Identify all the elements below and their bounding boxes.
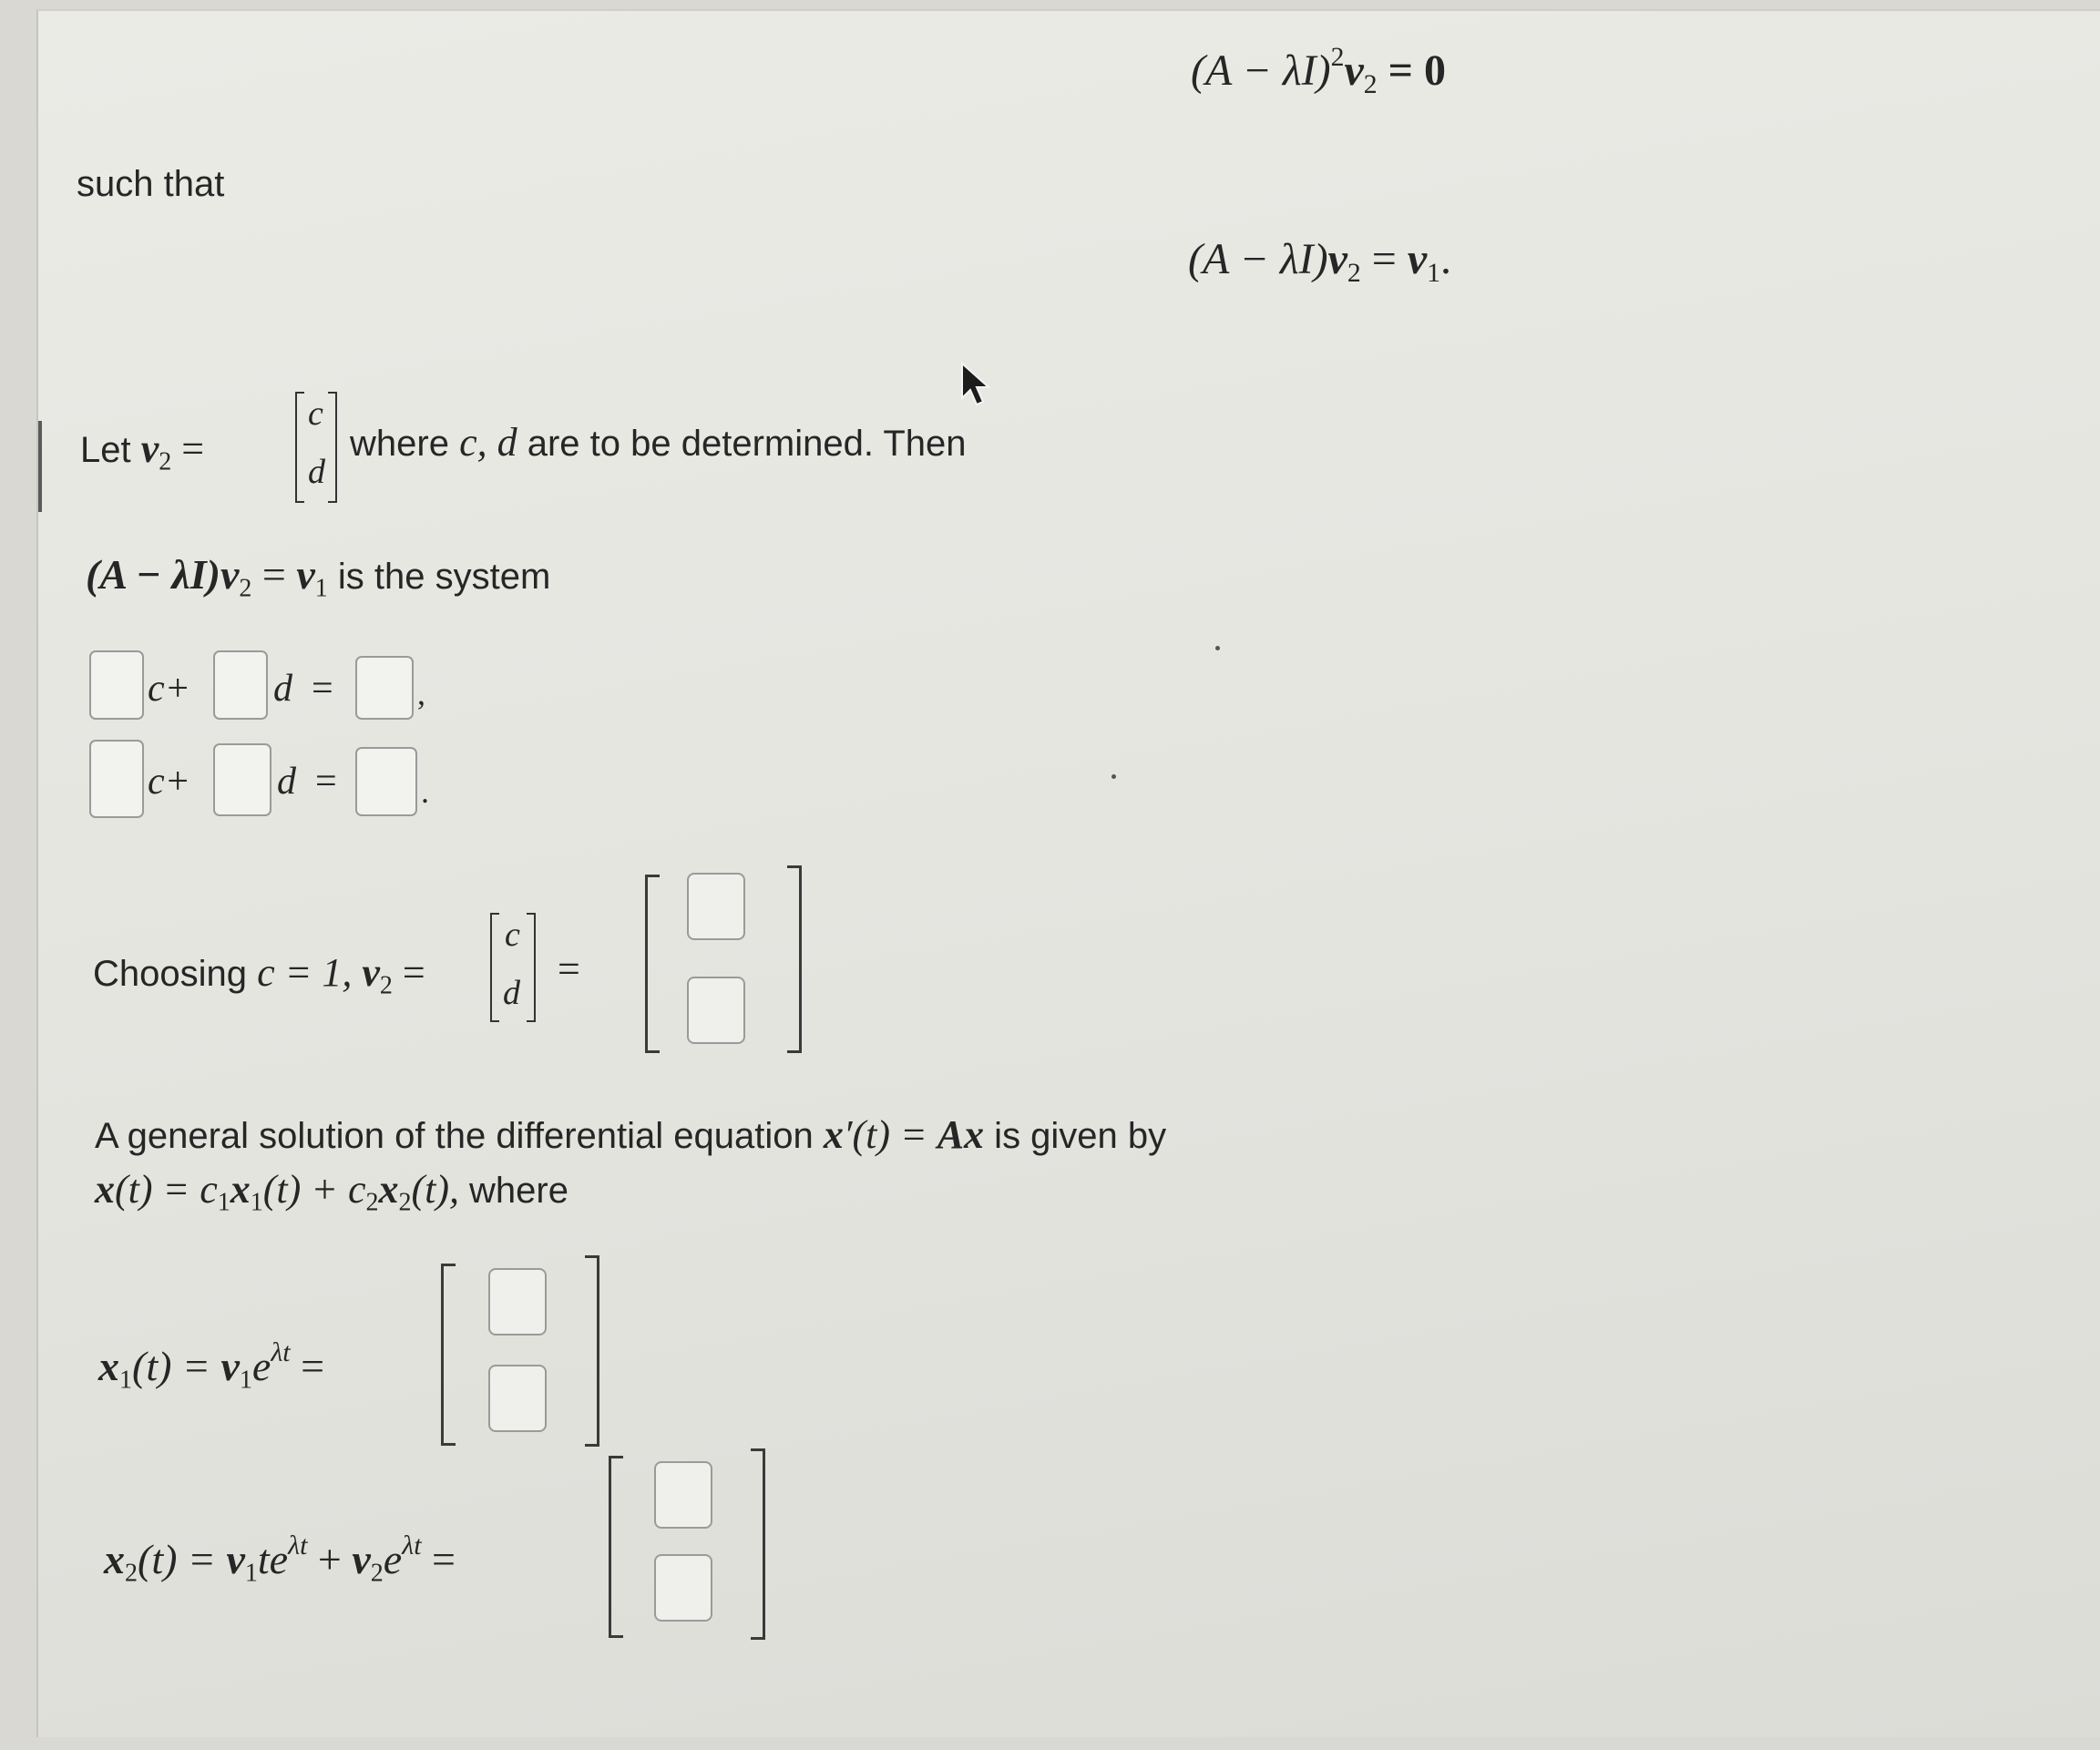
stray-mark xyxy=(1111,774,1116,779)
system-r2-d-term: d xyxy=(277,761,296,803)
mouse-pointer-icon xyxy=(958,362,995,409)
choosing-sub: 2 xyxy=(379,971,393,1000)
is-the-system-text: is the system xyxy=(327,557,551,597)
x1-e: e xyxy=(251,1343,271,1389)
eq1-rhs: = 0 xyxy=(1377,46,1447,95)
cd-vars: c, d xyxy=(459,420,517,465)
x2-v2-sub: 2 xyxy=(370,1559,384,1588)
system-lhs: (A − λI) xyxy=(86,551,220,598)
x1-v-sub: 1 xyxy=(239,1366,252,1395)
v2-bottom-input[interactable] xyxy=(687,977,745,1044)
x2-exponent-2: λt xyxy=(402,1530,422,1561)
system-v1: v xyxy=(296,551,315,598)
de-Ax: Ax xyxy=(937,1112,985,1157)
choosing-vector-c: c xyxy=(505,916,520,954)
x2-sub: 2 xyxy=(125,1559,138,1588)
system-r1-c-term: c+ xyxy=(148,668,190,710)
sol-x: x xyxy=(95,1167,115,1212)
system-r2-c-term: c+ xyxy=(148,761,190,803)
choosing-c-value: c = 1, xyxy=(257,950,363,995)
x2-bottom-input[interactable] xyxy=(654,1554,712,1622)
system-r2-rhs-input[interactable] xyxy=(355,747,417,816)
de-prime: ′(t) = xyxy=(843,1112,937,1157)
x2-matrix-left-bracket xyxy=(609,1456,623,1638)
eq2-period: . xyxy=(1440,235,1452,283)
left-edge-marker xyxy=(38,421,42,512)
eq1-sub: 2 xyxy=(1363,68,1378,99)
system-v: v xyxy=(220,551,240,598)
determined-text: are to be determined. Then xyxy=(517,424,967,464)
x1-top-input[interactable] xyxy=(488,1268,547,1336)
let-vector-right-bracket xyxy=(328,392,337,503)
sol-x2-sub: 2 xyxy=(398,1188,412,1217)
x1-equation xyxy=(98,1337,325,1395)
x2-t: (t) = xyxy=(138,1536,227,1582)
system-r1-d-coef-input[interactable] xyxy=(213,650,268,720)
question-panel xyxy=(36,9,2100,1737)
system-r1-comma: , xyxy=(417,675,425,711)
is-given-by: is given by xyxy=(984,1116,1167,1156)
system-r2-equals: = xyxy=(315,761,337,803)
choosing-equals-2: = xyxy=(558,947,580,991)
let-vector-left-bracket xyxy=(295,392,304,503)
x2-equation xyxy=(104,1530,456,1588)
system-r1-rhs-input[interactable] xyxy=(355,656,414,720)
x2-te: te xyxy=(257,1536,289,1582)
sol-c2-sub: 2 xyxy=(365,1188,379,1217)
x2-equals: = xyxy=(421,1536,456,1582)
eq1-lhs: (A − λI) xyxy=(1191,46,1331,95)
x2-exponent-1: λt xyxy=(288,1530,308,1561)
system-v1-sub: 1 xyxy=(314,574,328,603)
let-vector-d: d xyxy=(308,453,325,491)
x2-e: e xyxy=(383,1536,403,1582)
let-word: Let xyxy=(80,430,141,470)
let-sub: 2 xyxy=(159,447,172,476)
de-x: x xyxy=(823,1112,844,1157)
sol-x1: x xyxy=(230,1167,251,1212)
x2-v2: v xyxy=(352,1536,371,1582)
system-intro xyxy=(86,550,551,603)
equation-chain xyxy=(1188,234,1452,288)
x1-equals: = xyxy=(290,1343,325,1389)
let-where-text xyxy=(350,419,967,466)
sol-x2: x xyxy=(378,1167,399,1212)
system-equals: = xyxy=(251,551,297,598)
eq2-v1-sub: 1 xyxy=(1427,257,1441,288)
sol-mid: (t) + c xyxy=(262,1167,366,1212)
x2-matrix-right-bracket xyxy=(751,1448,765,1640)
where-word-2: where xyxy=(469,1171,569,1211)
let-vector-c: c xyxy=(308,394,323,433)
x1-exponent: λt xyxy=(271,1337,291,1367)
eq2-v: v xyxy=(1327,235,1347,283)
general-text: A general solution of the differential equation xyxy=(95,1116,824,1156)
system-r2-c-coef-input[interactable] xyxy=(89,740,144,818)
choosing-vector-left-bracket xyxy=(490,913,499,1022)
sol-x1-sub: 1 xyxy=(250,1188,263,1217)
eq2-equals: = xyxy=(1360,235,1408,283)
x1-bottom-input[interactable] xyxy=(488,1365,547,1432)
let-equals: = xyxy=(171,426,205,471)
sol-t: (t) = c xyxy=(115,1167,218,1212)
eq2-v1: v xyxy=(1407,235,1428,283)
system-r1-c-coef-input[interactable] xyxy=(89,650,144,720)
eq1-exponent: 2 xyxy=(1330,42,1345,73)
v2-matrix-right-bracket xyxy=(787,865,802,1053)
system-sub: 2 xyxy=(239,574,252,603)
choosing-line xyxy=(93,949,425,1000)
let-line xyxy=(80,425,205,476)
let-v: v xyxy=(140,426,159,471)
system-r2-d-coef-input[interactable] xyxy=(213,743,271,816)
sol-c1-sub: 1 xyxy=(217,1188,230,1217)
sol-end: (t), xyxy=(411,1167,470,1212)
system-r2-period: . xyxy=(421,773,429,810)
x1-x: x xyxy=(98,1343,119,1389)
general-solution-line1 xyxy=(95,1111,1166,1158)
x2-x: x xyxy=(104,1536,125,1582)
eq2-lhs: (A − λI) xyxy=(1188,235,1328,283)
x2-plus: + xyxy=(307,1536,353,1582)
v2-matrix-left-bracket xyxy=(645,875,660,1053)
x1-matrix-right-bracket xyxy=(585,1255,599,1447)
stray-mark xyxy=(1215,646,1220,650)
general-solution-line2 xyxy=(95,1166,569,1217)
x1-t: (t) = xyxy=(132,1343,221,1389)
choosing-vector-right-bracket xyxy=(527,913,536,1022)
choosing-equals: = xyxy=(392,950,425,995)
x1-v: v xyxy=(220,1343,240,1389)
where-word: where xyxy=(350,424,460,464)
such-that-text: such that xyxy=(77,164,225,204)
x2-v1-sub: 1 xyxy=(244,1559,258,1588)
choosing-vector-d: d xyxy=(503,974,520,1012)
x1-sub: 1 xyxy=(119,1366,132,1395)
eq2-sub: 2 xyxy=(1347,257,1361,288)
choosing-v: v xyxy=(362,950,380,995)
system-r1-equals: = xyxy=(312,668,333,710)
system-r1-d-term: d xyxy=(273,668,292,710)
x1-matrix-left-bracket xyxy=(441,1264,456,1446)
equation-generalized-eigenvector xyxy=(1191,42,1447,99)
eq1-v: v xyxy=(1344,46,1364,95)
x2-v1: v xyxy=(226,1536,245,1582)
x2-top-input[interactable] xyxy=(654,1461,712,1529)
choosing-word: Choosing xyxy=(93,954,258,994)
v2-top-input[interactable] xyxy=(687,873,745,940)
